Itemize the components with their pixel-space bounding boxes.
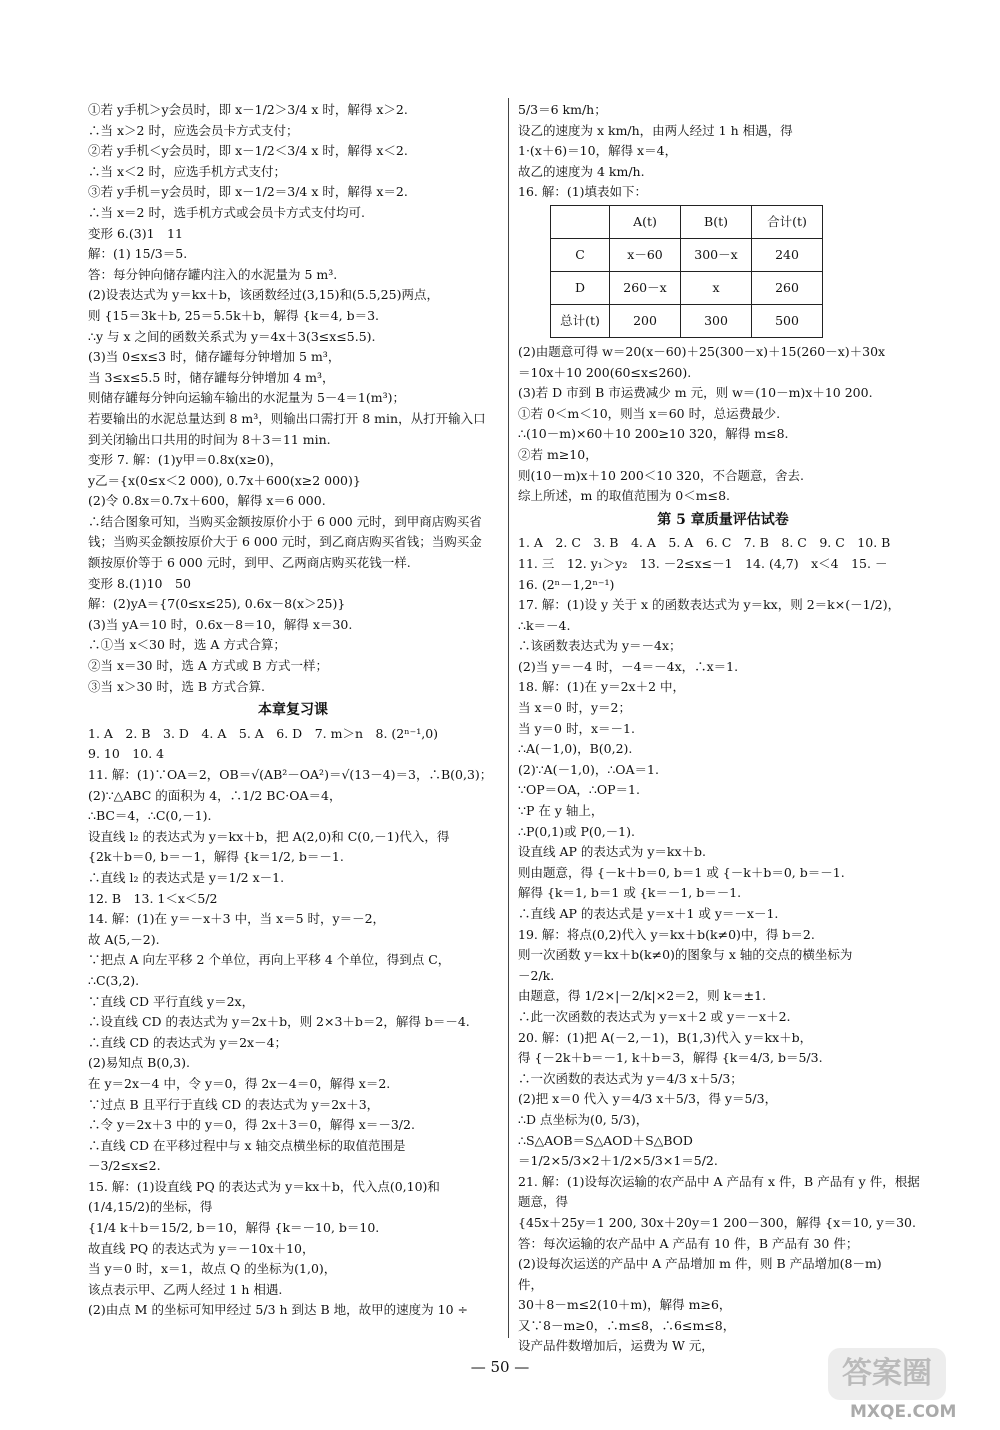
table-cell: 300－x (681, 238, 752, 271)
solution-line: (2)∵△ABC 的面积为 4，∴1/2 BC·OA＝4， (88, 787, 342, 803)
solution-line: ＝10x＋10 200(60≤x≤260). (518, 364, 692, 380)
solution-line: 当 y＝0 时，x＝－1. (518, 720, 635, 736)
solution-line: (2)设表达式为 y＝kx＋b，该函数经过(3,15)和(5.5,25)两点， (88, 287, 439, 303)
solution-line: ③当 x＞30 时，选 B 方式合算. (88, 678, 266, 694)
section-title-review: 本章复习课 (258, 702, 328, 719)
solution-line: ∵直线 CD 平行直线 y＝2x， (88, 993, 255, 1009)
solution-line: 则一次函数 y＝kx＋b(k≠0)的图象与 x 轴的交点的横坐标为 (518, 947, 853, 963)
solution-line: 当 x＝0 时，y＝2； (518, 700, 631, 716)
solution-line: 题意，得 (518, 1194, 569, 1210)
solution-line: ∴(10－m)×60＋10 200≥10 320，解得 m≤8. (518, 426, 789, 442)
table-cell: 240 (752, 238, 823, 271)
solution-line: ∴设直线 CD 的表达式为 y＝2x＋b，则 2×3＋b＝2，解得 b＝－4. (88, 1014, 470, 1030)
solution-line: {1/4 k＋b＝15/2, b＝10，解得 {k＝－10, b＝10. (88, 1220, 380, 1236)
solution-line: (1/4,15/2)的坐标，得 (88, 1199, 213, 1215)
solution-line: 变形 8.(1)10 50 (88, 575, 191, 591)
table-row (551, 304, 823, 337)
solution-line: ∴A(－1,0)，B(0,2). (518, 741, 633, 757)
solution-line: ∴此一次函数的表达式为 y＝x＋2 或 y＝－x＋2. (518, 1008, 791, 1024)
solution-line: ②若 y手机＜y会员时，即 x－1/2＜3/4 x 时，解得 x＜2. (88, 143, 408, 159)
solution-line: 到关闭输出口共用的时间为 8＋3＝11 min. (88, 431, 331, 447)
solution-line: 件， (518, 1276, 544, 1292)
solution-line: ∴①当 x＜30 时，选 A 方式合算； (88, 637, 286, 653)
solution-line: ∴y 与 x 之间的函数关系式为 y＝4x＋3(3≤x≤5.5). (88, 328, 376, 344)
solution-line: 16. (2ⁿ－1,2ⁿ⁻¹) (518, 576, 615, 592)
solution-line: 额按原价等于 6 000 元时，到甲、乙两商店购买花钱一样. (88, 555, 411, 571)
solution-line: 12. B 13. 1＜x＜5/2 (88, 890, 218, 906)
solution-line: ∴BC＝4，∴C(0,－1). (88, 808, 212, 824)
solution-line: 变形 6.(3)1 11 (88, 225, 183, 241)
solution-line: 答：每分钟向储存罐内注入的水泥量为 5 m³. (88, 266, 338, 282)
solution-line: 答：每次运输的农产品中 A 产品有 10 件，B 产品有 30 件； (518, 1235, 859, 1251)
table-cell: A(t) (610, 205, 681, 238)
solution-line: 当 3≤x≤5.5 时，储存罐每分钟增加 4 m³， (88, 369, 335, 385)
watermark-logo: 答案圈 (828, 1348, 946, 1400)
solution-line: ∴k＝－4. (518, 617, 571, 633)
solution-line: (2)设每次运送的产品中 A 产品增加 m 件，则 B 产品增加(8－m) (518, 1256, 882, 1272)
solution-line: (2)由题意可得 w＝20(x－60)＋25(300－x)＋15(260－x)＋30x (518, 343, 886, 359)
page-number: — 50 — (470, 1358, 530, 1376)
solutions-block-variant (88, 100, 498, 697)
solutions-block-continued (518, 100, 928, 203)
solution-line: (2)令 0.8x＝0.7x＋600，解得 x＝6 000. (88, 493, 326, 509)
table-cell: x－60 (610, 238, 681, 271)
solution-line: 9. 10 10. 4 (88, 746, 165, 762)
table-cell: x (681, 271, 752, 304)
solution-line: 解：(2)yA＝{7(0≤x≤25), 0.6x－8(x＞25)} (88, 596, 346, 612)
solution-line: (2)易知点 B(0,3). (88, 1055, 190, 1071)
solution-line: 18. 解：(1)在 y＝2x＋2 中， (518, 679, 686, 695)
solutions-block-test (518, 533, 928, 1357)
left-column (88, 100, 498, 1321)
solution-line: ②当 x＝30 时，选 A 方式或 B 方式一样； (88, 658, 329, 674)
solution-line: 该点表示甲、乙两人经过 1 h 相遇. (88, 1281, 283, 1297)
solution-line: 21. 解：(1)设每次运输的农产品中 A 产品有 x 件，B 产品有 y 件，根据 (518, 1173, 920, 1189)
solution-line: (3)当 0≤x≤3 时，储存罐每分钟增加 5 m³， (88, 349, 341, 365)
solution-line: (2)由点 M 的坐标可知甲经过 5/3 h 到达 B 地，故甲的速度为 10 ÷ (88, 1302, 468, 1318)
solution-line: (3)若 D 市到 B 市运费减少 m 元，则 w＝(10－m)x＋10 200. (518, 385, 873, 401)
solution-line: 在 y＝2x－4 中，令 y＝0，得 2x－4＝0，解得 x＝2. (88, 1075, 391, 1091)
solutions-block-q16 (518, 342, 928, 507)
solution-line: 则 {15＝3k＋b, 25＝5.5k＋b，解得 {k＝4, b＝3. (88, 307, 379, 323)
table-header-row (551, 205, 823, 238)
solution-line: 设产品件数增加后，运费为 W 元， (518, 1338, 714, 1354)
solution-line: ∴当 x＜2 时，应选手机方式支付； (88, 163, 286, 179)
solution-line: ∵把点 A 向左平移 2 个单位，再向上平移 4 个单位，得到点 C， (88, 952, 451, 968)
solution-line: 则(10－m)x＋10 200＜10 320，不合题意，舍去. (518, 467, 805, 483)
table-cell: D (551, 271, 610, 304)
solution-line: ∵OP＝OA，∴OP＝1. (518, 782, 640, 798)
table-cell: C (551, 238, 610, 271)
solution-line: ∴结合图象可知，当购买金额按原价小于 6 000 元时，到甲商店购买省 (88, 513, 482, 529)
solution-line: 设直线 AP 的表达式为 y＝kx＋b. (518, 844, 707, 860)
solution-line: ∴直线 CD 的表达式为 y＝2x－4； (88, 1034, 288, 1050)
solution-line: ∴一次函数的表达式为 y＝4/3 x＋5/3； (518, 1070, 743, 1086)
table-cell (551, 205, 610, 238)
solution-line: 钱；当购买金额按原价大于 6 000 元时，到乙商店购买省钱；当购买金 (88, 534, 482, 550)
solution-line: ∵P 在 y 轴上， (518, 803, 604, 819)
solution-line: ②若 m≥10， (518, 446, 598, 462)
solution-line: 11. 三 12. y₁＞y₂ 13. －2≤x≤－1 14. (4,7) x＜4 15. － (518, 555, 888, 571)
solution-line: ∴令 y＝2x＋3 中的 y＝0，得 2x＋3＝0，解得 x＝－3/2. (88, 1117, 415, 1133)
solution-line: 变形 7. 解：(1)y甲＝0.8x(x≥0)， (88, 452, 283, 468)
solution-line: 又∵8－m≥0，∴m≤8，∴6≤m≤8， (518, 1317, 736, 1333)
solution-line: 综上所述，m 的取值范围为 0＜m≤8. (518, 488, 731, 504)
solution-line: 1·(x＋6)＝10，解得 x＝4， (518, 143, 678, 159)
column-divider (508, 98, 509, 1338)
solution-line: 11. 解：(1)∵OA＝2，OB＝√(AB²－OA²)＝√(13－4)＝3，∴B(0,3)； (88, 767, 493, 782)
solution-line: ∴直线 AP 的表达式是 y＝x＋1 或 y＝－x－1. (518, 906, 779, 921)
solution-line: 则由题意，得 {－k＋b＝0, b＝1 或 {－k＋b＝0, b＝－1. (518, 864, 845, 880)
solution-line: (2)∵A(－1,0)，∴OA＝1. (518, 761, 659, 777)
watermark-url: MXQE.COM (850, 1402, 957, 1422)
table-row (551, 271, 823, 304)
solution-line: 当 y＝0 时，x＝1，故点 Q 的坐标为(1,0)， (88, 1261, 337, 1277)
solution-line: y乙＝{x(0≤x＜2 000), 0.7x＋600(x≥2 000)} (88, 472, 361, 488)
solution-line: 故乙的速度为 4 km/h. (518, 163, 645, 179)
solution-line: (2)当 y＝－4 时，－4＝－4x，∴x＝1. (518, 658, 739, 674)
solution-line: 解：(1) 15/3＝5. (88, 246, 188, 262)
table-cell: 200 (610, 304, 681, 337)
solution-line: ∴S△AOB＝S△AOD＋S△BOD (518, 1132, 693, 1148)
solution-line: ∴C(3,2). (88, 972, 140, 988)
table-cell: 260 (752, 271, 823, 304)
table-cell: B(t) (681, 205, 752, 238)
solution-line: ∴直线 CD 在平移过程中与 x 轴交点横坐标的取值范围是 (88, 1137, 406, 1153)
solution-line: 1. A 2. C 3. B 4. A 5. A 6. C 7. B 8. C 9. C 10. B (518, 535, 891, 551)
solution-line: －2/k. (518, 967, 555, 983)
solution-line: 20. 解：(1)把 A(－2,－1)，B(1,3)代入 y＝kx＋b， (518, 1029, 813, 1045)
solution-line: 得 {－2k＋b＝－1, k＋b＝3，解得 {k＝4/3, b＝5/3. (518, 1050, 823, 1066)
solution-line: ∴直线 l₂ 的表达式是 y＝1/2 x－1. (88, 869, 285, 885)
solution-line: {45x＋25y＝1 200, 30x＋20y＝1 200－300，解得 {x＝10, y＝30. (518, 1214, 916, 1230)
solution-line: ③若 y手机＝y会员时，即 x－1/2＝3/4 x 时，解得 x＝2. (88, 184, 408, 200)
table-cell: 总计(t) (551, 304, 610, 337)
answer-table (550, 205, 823, 338)
solution-line: 15. 解：(1)设直线 PQ 的表达式为 y＝kx＋b，代入点(0,10)和 (88, 1178, 440, 1194)
table-row (551, 238, 823, 271)
table-cell: 300 (681, 304, 752, 337)
solution-line: 故直线 PQ 的表达式为 y＝－10x＋10， (88, 1240, 315, 1256)
solution-line: (3)当 yA＝10 时，0.6x－8＝10，解得 x＝30. (88, 616, 353, 632)
solution-line: 故 A(5,－2). (88, 931, 160, 947)
solution-line: 5/3＝6 km/h； (518, 102, 607, 117)
solution-line: 设乙的速度为 x km/h，由两人经过 1 h 相遇，得 (518, 122, 793, 138)
solution-line: ①若 0＜m＜10，则当 x＝60 时，总运费最少. (518, 405, 781, 421)
solution-line: ∴D 点坐标为(0, 5/3)， (518, 1111, 649, 1127)
solution-line: ∴当 x＞2 时，应选会员卡方式支付； (88, 122, 299, 138)
solution-line: 则储存罐每分钟向运输车输出的水泥量为 5－4＝1(m³)； (88, 390, 405, 406)
solution-line: 1. A 2. B 3. D 4. A 5. A 6. D 7. m＞n 8. (2ⁿ⁻¹,0) (88, 725, 439, 741)
solution-line: 19. 解：将点(0,2)代入 y＝kx＋b(k≠0)中，得 b＝2. (518, 926, 815, 942)
solution-line: 17. 解：(1)设 y 关于 x 的函数表达式为 y＝kx，则 2＝k×(－1/2)， (518, 597, 901, 613)
solution-line: {2k＋b＝0, b＝－1，解得 {k＝1/2, b＝－1. (88, 849, 344, 865)
table-cell: 260－x (610, 271, 681, 304)
solution-line: ∵过点 B 且平行于直线 CD 的表达式为 y＝2x＋3， (88, 1096, 380, 1112)
solution-line: 16. 解：(1)填表如下： (518, 184, 648, 200)
solution-line: 若要输出的水泥总量达到 8 m³，则输出口需打开 8 min，从打开输入口 (88, 410, 486, 426)
solution-line: 解得 {k＝1, b＝1 或 {k＝－1, b＝－1. (518, 885, 742, 901)
solutions-block-review (88, 724, 498, 1321)
solution-line: 设直线 l₂ 的表达式为 y＝kx＋b，把 A(2,0)和 C(0,－1)代入，得 (88, 828, 450, 844)
solution-line: ①若 y手机＞y会员时，即 x－1/2＞3/4 x 时，解得 x＞2. (88, 102, 408, 117)
solution-line: ＝1/2×5/3×2＋1/2×5/3×1＝5/2. (518, 1153, 718, 1169)
solution-line: ∴当 x＝2 时，选手机方式或会员卡方式支付均可. (88, 204, 365, 220)
section-title-test: 第 5 章质量评估试卷 (657, 511, 789, 528)
solution-line: －3/2≤x≤2. (88, 1158, 161, 1174)
solution-line: 由题意，得 1/2×|－2/k|×2＝2，则 k＝±1. (518, 988, 767, 1004)
solution-line: 30＋8－m≤2(10＋m)，解得 m≥6， (518, 1297, 732, 1313)
solution-line: 14. 解：(1)在 y＝－x＋3 中，当 x＝5 时，y＝－2， (88, 911, 386, 927)
solution-line: ∴该函数表达式为 y＝－4x； (518, 638, 682, 654)
table-cell: 合计(t) (752, 205, 823, 238)
table-cell: 500 (752, 304, 823, 337)
solution-line: (2)把 x＝0 代入 y＝4/3 x＋5/3，得 y＝5/3， (518, 1091, 778, 1107)
right-column (518, 100, 928, 1357)
solution-line: ∴P(0,1)或 P(0,－1). (518, 823, 635, 839)
